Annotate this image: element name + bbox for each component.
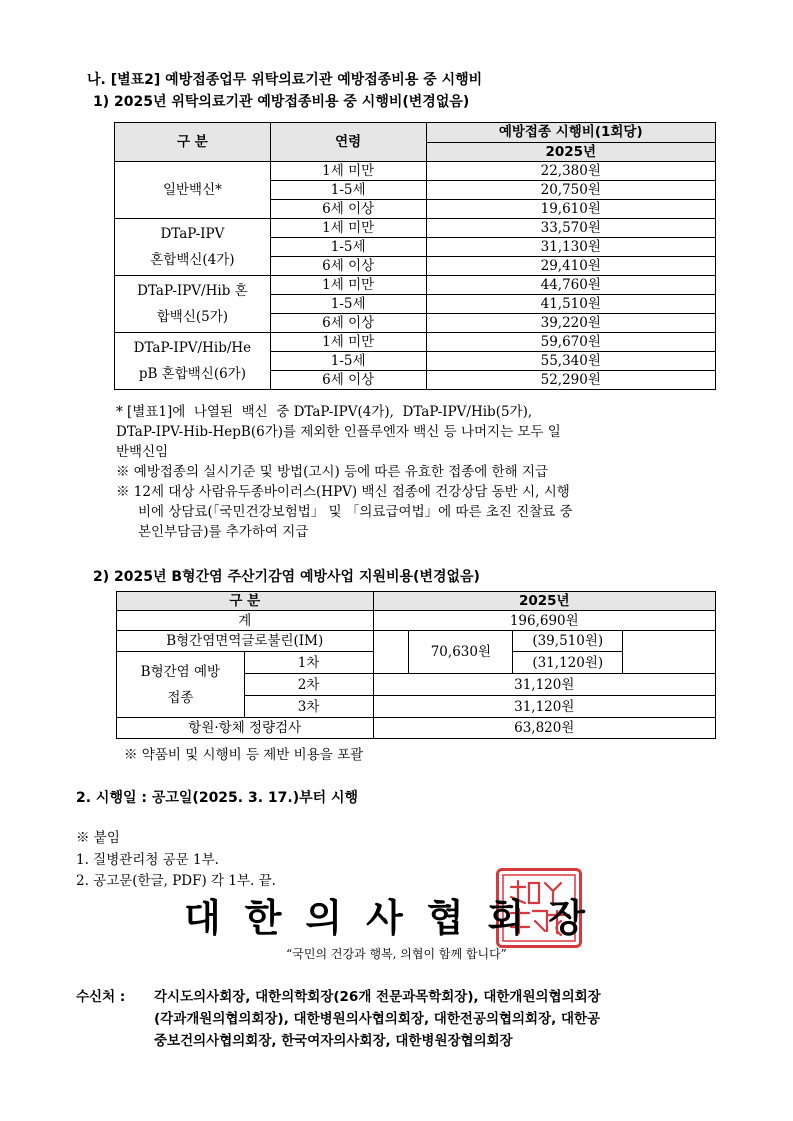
im-value: (39,510원) bbox=[513, 631, 623, 652]
total-label: 계 bbox=[117, 611, 374, 631]
subsection-1-title: 1) 2025년 위탁의료기관 예방접종비용 중 시행비(변경없음) bbox=[93, 94, 470, 110]
vaccine-label bbox=[117, 652, 245, 718]
dose3-label: 3차 bbox=[244, 696, 373, 718]
age-cell: 1-5세 bbox=[270, 352, 426, 371]
recipients-list bbox=[154, 986, 724, 1052]
group-name-line: 일반백신* bbox=[162, 182, 222, 198]
age-cell: 1-5세 bbox=[270, 181, 426, 200]
age-cell: 6세 이상 bbox=[270, 200, 426, 219]
signature-slogan: “국민의 건강과 행복, 의협이 함께 합니다” bbox=[286, 947, 507, 961]
vaccine-label-line: B형간염 예방 bbox=[140, 663, 221, 680]
attach-title: ※ 붙임 bbox=[76, 830, 120, 846]
fee-cell: 39,220원 bbox=[426, 314, 715, 333]
blank-cell bbox=[623, 631, 716, 674]
effective-date: 2. 시행일 : 공고일(2025. 3. 17.)부터 시행 bbox=[76, 790, 359, 806]
signature-org: 대한의사협회장 bbox=[184, 896, 609, 940]
table2-note: ※ 약품비 및 시행비 등 제반 비용을 포괄 bbox=[124, 747, 364, 763]
age-cell: 1세 미만 bbox=[270, 276, 426, 295]
attach-item: 1. 질병관리청 공문 1부. bbox=[76, 852, 219, 868]
group-6valent bbox=[115, 333, 271, 390]
note-line: * [별표1]에 나열된 백신 중 DTaP-IPV(4가), DTaP-IPV/Hib(5가), bbox=[116, 404, 533, 420]
age-cell: 1-5세 bbox=[270, 238, 426, 257]
age-cell: 1세 미만 bbox=[270, 333, 426, 352]
dose1-value: (31,120원) bbox=[513, 652, 623, 674]
fee-cell: 52,290원 bbox=[426, 371, 715, 390]
dose1-label: 1차 bbox=[244, 652, 373, 674]
group-general bbox=[115, 162, 271, 219]
vaccine-label-line: 접종 bbox=[167, 689, 194, 706]
note-line: 반백신임 bbox=[116, 444, 169, 460]
fee-cell: 41,510원 bbox=[426, 295, 715, 314]
group-name-line: DTaP-IPV/Hib/He bbox=[133, 340, 252, 356]
hepb-table bbox=[116, 591, 716, 739]
fee-cell: 44,760원 bbox=[426, 276, 715, 295]
group-4valent bbox=[115, 219, 271, 276]
group-5valent bbox=[115, 276, 271, 333]
recipients-line: 중보건의사협의회장, 한국여자의사회장, 대한병원장협의회장 bbox=[154, 1033, 513, 1049]
header-category: 구 분 bbox=[117, 592, 374, 611]
im-label: B형간염면역글로불린(IM) bbox=[117, 631, 374, 652]
blank-cell bbox=[373, 631, 409, 674]
table1-notes bbox=[116, 402, 716, 542]
recipients-label: 수신처 : bbox=[76, 989, 126, 1005]
age-cell: 6세 이상 bbox=[270, 371, 426, 390]
attach-item: 2. 공고문(한글, PDF) 각 1부. 끝. bbox=[76, 873, 276, 889]
dose3-value: 31,120원 bbox=[373, 696, 716, 718]
fee-cell: 29,410원 bbox=[426, 257, 715, 276]
fee-cell: 20,750원 bbox=[426, 181, 715, 200]
section-title: 나. [별표2] 예방접종업무 위탁의료기관 예방접종비용 중 시행비 bbox=[87, 72, 483, 88]
total-value: 196,690원 bbox=[373, 611, 716, 631]
group-name-line: DTaP-IPV bbox=[160, 226, 225, 242]
dose2-label: 2차 bbox=[244, 674, 373, 696]
test-label: 항원·항체 정량검사 bbox=[117, 718, 374, 739]
header-year: 2025년 bbox=[373, 592, 716, 611]
note-line: DTaP-IPV-Hib-HepB(6가)를 제외한 인플루엔자 백신 등 나머지는 모두 일 bbox=[116, 424, 561, 440]
age-cell: 1-5세 bbox=[270, 295, 426, 314]
combined-value: 70,630원 bbox=[409, 631, 513, 674]
note-line: 비에 상담료(「국민건강보험법」 및 「의료급여법」에 따른 초진 진찰료 중 bbox=[138, 504, 573, 520]
group-name-line: DTaP-IPV/Hib 혼 bbox=[137, 283, 248, 299]
group-name-line: pB 혼합백신(6가) bbox=[138, 366, 246, 382]
test-value: 63,820원 bbox=[373, 718, 716, 739]
header-category: 구 분 bbox=[115, 123, 271, 162]
fee-cell: 55,340원 bbox=[426, 352, 715, 371]
fee-cell: 59,670원 bbox=[426, 333, 715, 352]
subsection-2-title: 2) 2025년 B형간염 주산기감염 예방사업 지원비용(변경없음) bbox=[93, 569, 480, 585]
fee-cell: 31,130원 bbox=[426, 238, 715, 257]
age-cell: 1세 미만 bbox=[270, 219, 426, 238]
age-cell: 6세 이상 bbox=[270, 314, 426, 333]
age-cell: 6세 이상 bbox=[270, 257, 426, 276]
dose2-value: 31,120원 bbox=[373, 674, 716, 696]
note-line: ※ 예방접종의 실시기준 및 방법(고시) 등에 따른 유효한 접종에 한해 지급 bbox=[116, 464, 549, 480]
note-line: 본인부담금)를 추가하여 지급 bbox=[138, 524, 309, 540]
recipients-line: 각시도의사회장, 대한의학회장(26개 전문과목학회장), 대한개원의협의회장 bbox=[154, 989, 601, 1005]
group-name-line: 합백신(5가) bbox=[156, 309, 229, 325]
header-year: 2025년 bbox=[426, 142, 715, 162]
fee-cell: 22,380원 bbox=[426, 162, 715, 181]
note-line: ※ 12세 대상 사람유두종바이러스(HPV) 백신 접종에 건강상담 동반 시, 시행 bbox=[116, 484, 570, 500]
header-fee: 예방접종 시행비(1회당) bbox=[426, 123, 715, 143]
header-age: 연령 bbox=[270, 123, 426, 162]
age-cell: 1세 미만 bbox=[270, 162, 426, 181]
fee-cell: 19,610원 bbox=[426, 200, 715, 219]
fee-table bbox=[114, 122, 716, 390]
group-name-line: 혼합백신(4가) bbox=[150, 252, 235, 268]
recipients-line: (각과개원의협의회장), 대한병원의사협의회장, 대한전공의협의회장, 대한공 bbox=[154, 1011, 601, 1027]
fee-cell: 33,570원 bbox=[426, 219, 715, 238]
